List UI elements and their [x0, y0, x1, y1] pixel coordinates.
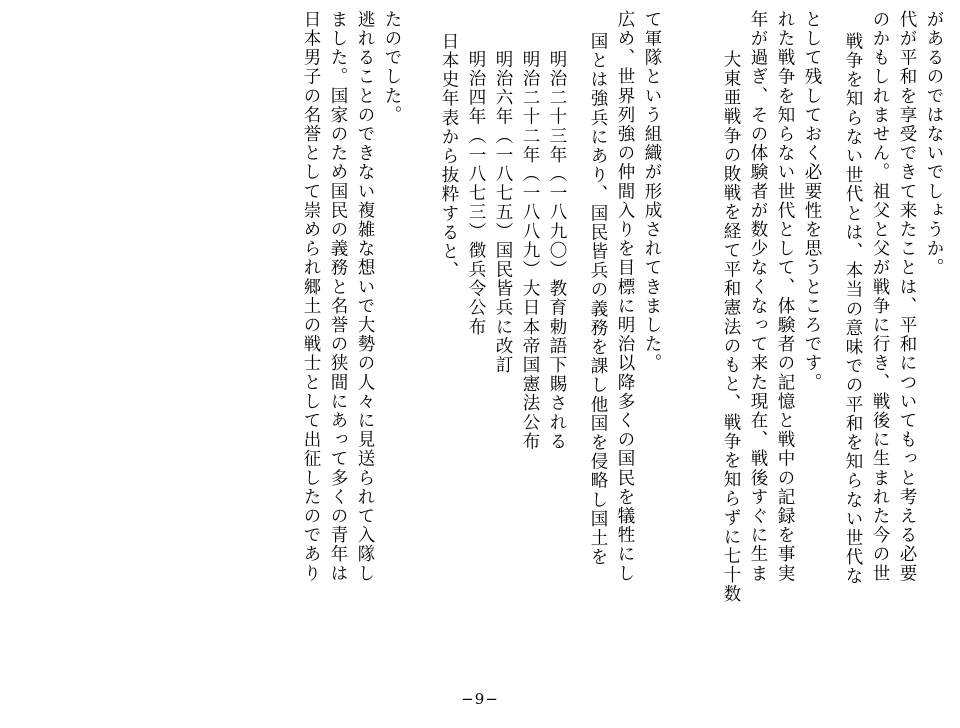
text-column: 日本男子の名誉として崇められ郷土の戦士として出征したのであり [301, 10, 321, 583]
text-column: 明治二十三年（一八九〇）教育勅語下賜される [547, 50, 567, 452]
text-column: 広め、世界列強の仲間入りを目標に明治以降多くの国民を犠牲にし [615, 10, 635, 583]
text-column: 明治二十二年（一八八九）大日本帝国憲法公布 [520, 50, 540, 452]
text-column: 年が過ぎ、その体験者が数少なくなって来た現在、戦後すぐに生ま [748, 10, 768, 583]
vertical-text-body [22, 10, 942, 688]
text-column: 明治六年（一八七五）国民皆兵に改訂 [493, 50, 513, 375]
text-column: 大東亜戦争の敗戦を経て平和憲法のもと、戦争を知らずに七十数 [721, 50, 741, 604]
text-column: 代が平和を享受できて来たことは、平和についてもっと考える必要 [897, 10, 917, 583]
text-column: たのでした。 [382, 10, 402, 125]
page-number: −9− [461, 690, 499, 708]
text-column: 戦争を知らない世代とは、本当の意味での平和を知らない世代な [843, 32, 863, 586]
text-column: として残しておく必要性を思うところです。 [802, 10, 822, 392]
text-column: 明治四年（一八七三）徴兵令公布 [466, 50, 486, 337]
text-column: ました。国家のため国民の義務と名誉の狭間にあって多くの青年は [328, 10, 348, 583]
text-column: のかもしれません。祖父と父が戦争に行き、戦後に生まれた今の世 [870, 10, 890, 583]
text-column: があるのではないでしょうか。 [924, 10, 944, 278]
text-column: 日本史年表から抜粋すると、 [439, 32, 459, 281]
text-column: 逃れることのできない複雑な想いで大勢の人々に見送られて入隊し [355, 10, 375, 583]
text-column: れた戦争を知らない世代として、体験者の記憶と戦中の記録を事実 [775, 10, 795, 583]
text-column: 国とは強兵にあり、国民皆兵の義務を課し他国を侵略し国土を [588, 32, 608, 567]
text-column: て軍隊という組織が形成されてきました。 [642, 10, 662, 373]
